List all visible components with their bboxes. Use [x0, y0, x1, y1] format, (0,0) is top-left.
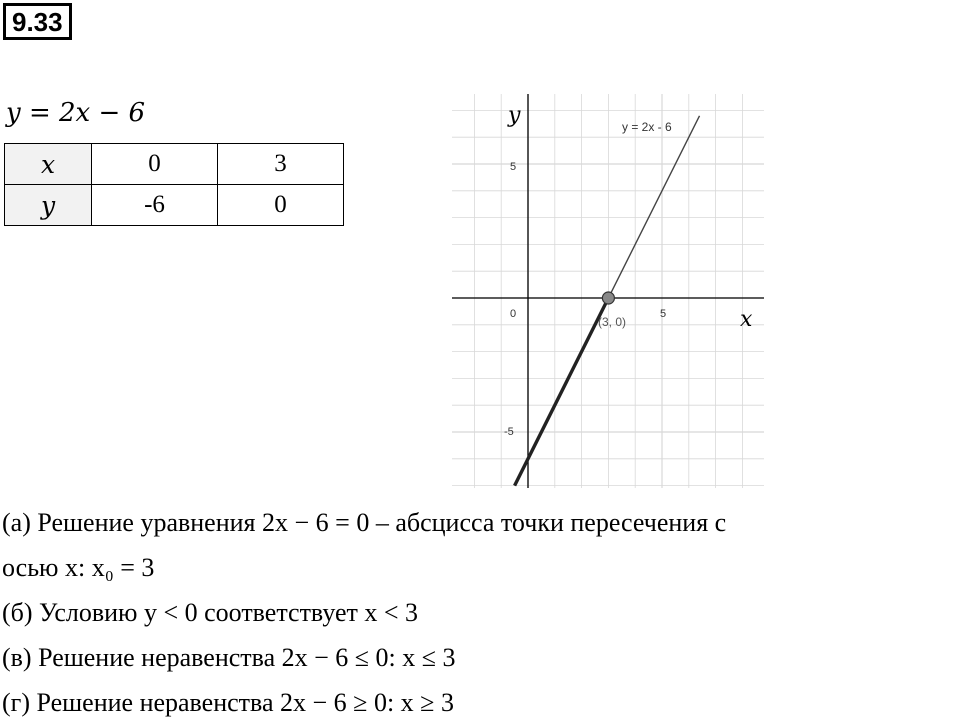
tick-label-y-minus5: -5: [504, 426, 514, 438]
value-table: [4, 143, 344, 226]
answer-b: (б) Условию y < 0 соответствует x < 3: [2, 598, 419, 627]
answer-v: (в) Решение неравенства 2x − 6 ≤ 0: x ≤ 3: [2, 643, 456, 672]
negative-segment: [515, 298, 609, 486]
line-label: y = 2x - 6: [622, 120, 672, 134]
table-row: [5, 144, 344, 185]
grid: [452, 94, 764, 488]
equation-title: y = 2x − 6: [6, 98, 146, 128]
origin-label: 0: [510, 308, 517, 320]
table-cell: 0: [218, 185, 344, 226]
table-cell: -6: [92, 185, 218, 226]
table-head-x: x: [5, 144, 92, 185]
point-label: (3, 0): [598, 315, 627, 329]
answer-g: (г) Решение неравенства 2x − 6 ≥ 0: x ≥ 3: [2, 688, 454, 717]
table-cell: 0: [92, 144, 218, 185]
table-row: [5, 185, 344, 226]
tick-label-x-5: 5: [660, 308, 667, 320]
table-cell: 3: [218, 144, 344, 185]
intersection-point: [602, 292, 614, 304]
answer-block: [2, 500, 726, 725]
y-axis-label: y: [508, 103, 521, 128]
answer-a: (а) Решение уравнения 2x − 6 = 0 – абсцисса точки пересечения с: [2, 508, 727, 537]
x-axis-label: x: [740, 307, 753, 332]
table-head-y: y: [5, 185, 92, 226]
answer-a-continued: осью x: x₀ = 3: [2, 553, 155, 582]
function-graph: [452, 94, 764, 488]
problem-number: 9.33: [3, 3, 72, 40]
tick-label-y-5: 5: [510, 161, 517, 173]
